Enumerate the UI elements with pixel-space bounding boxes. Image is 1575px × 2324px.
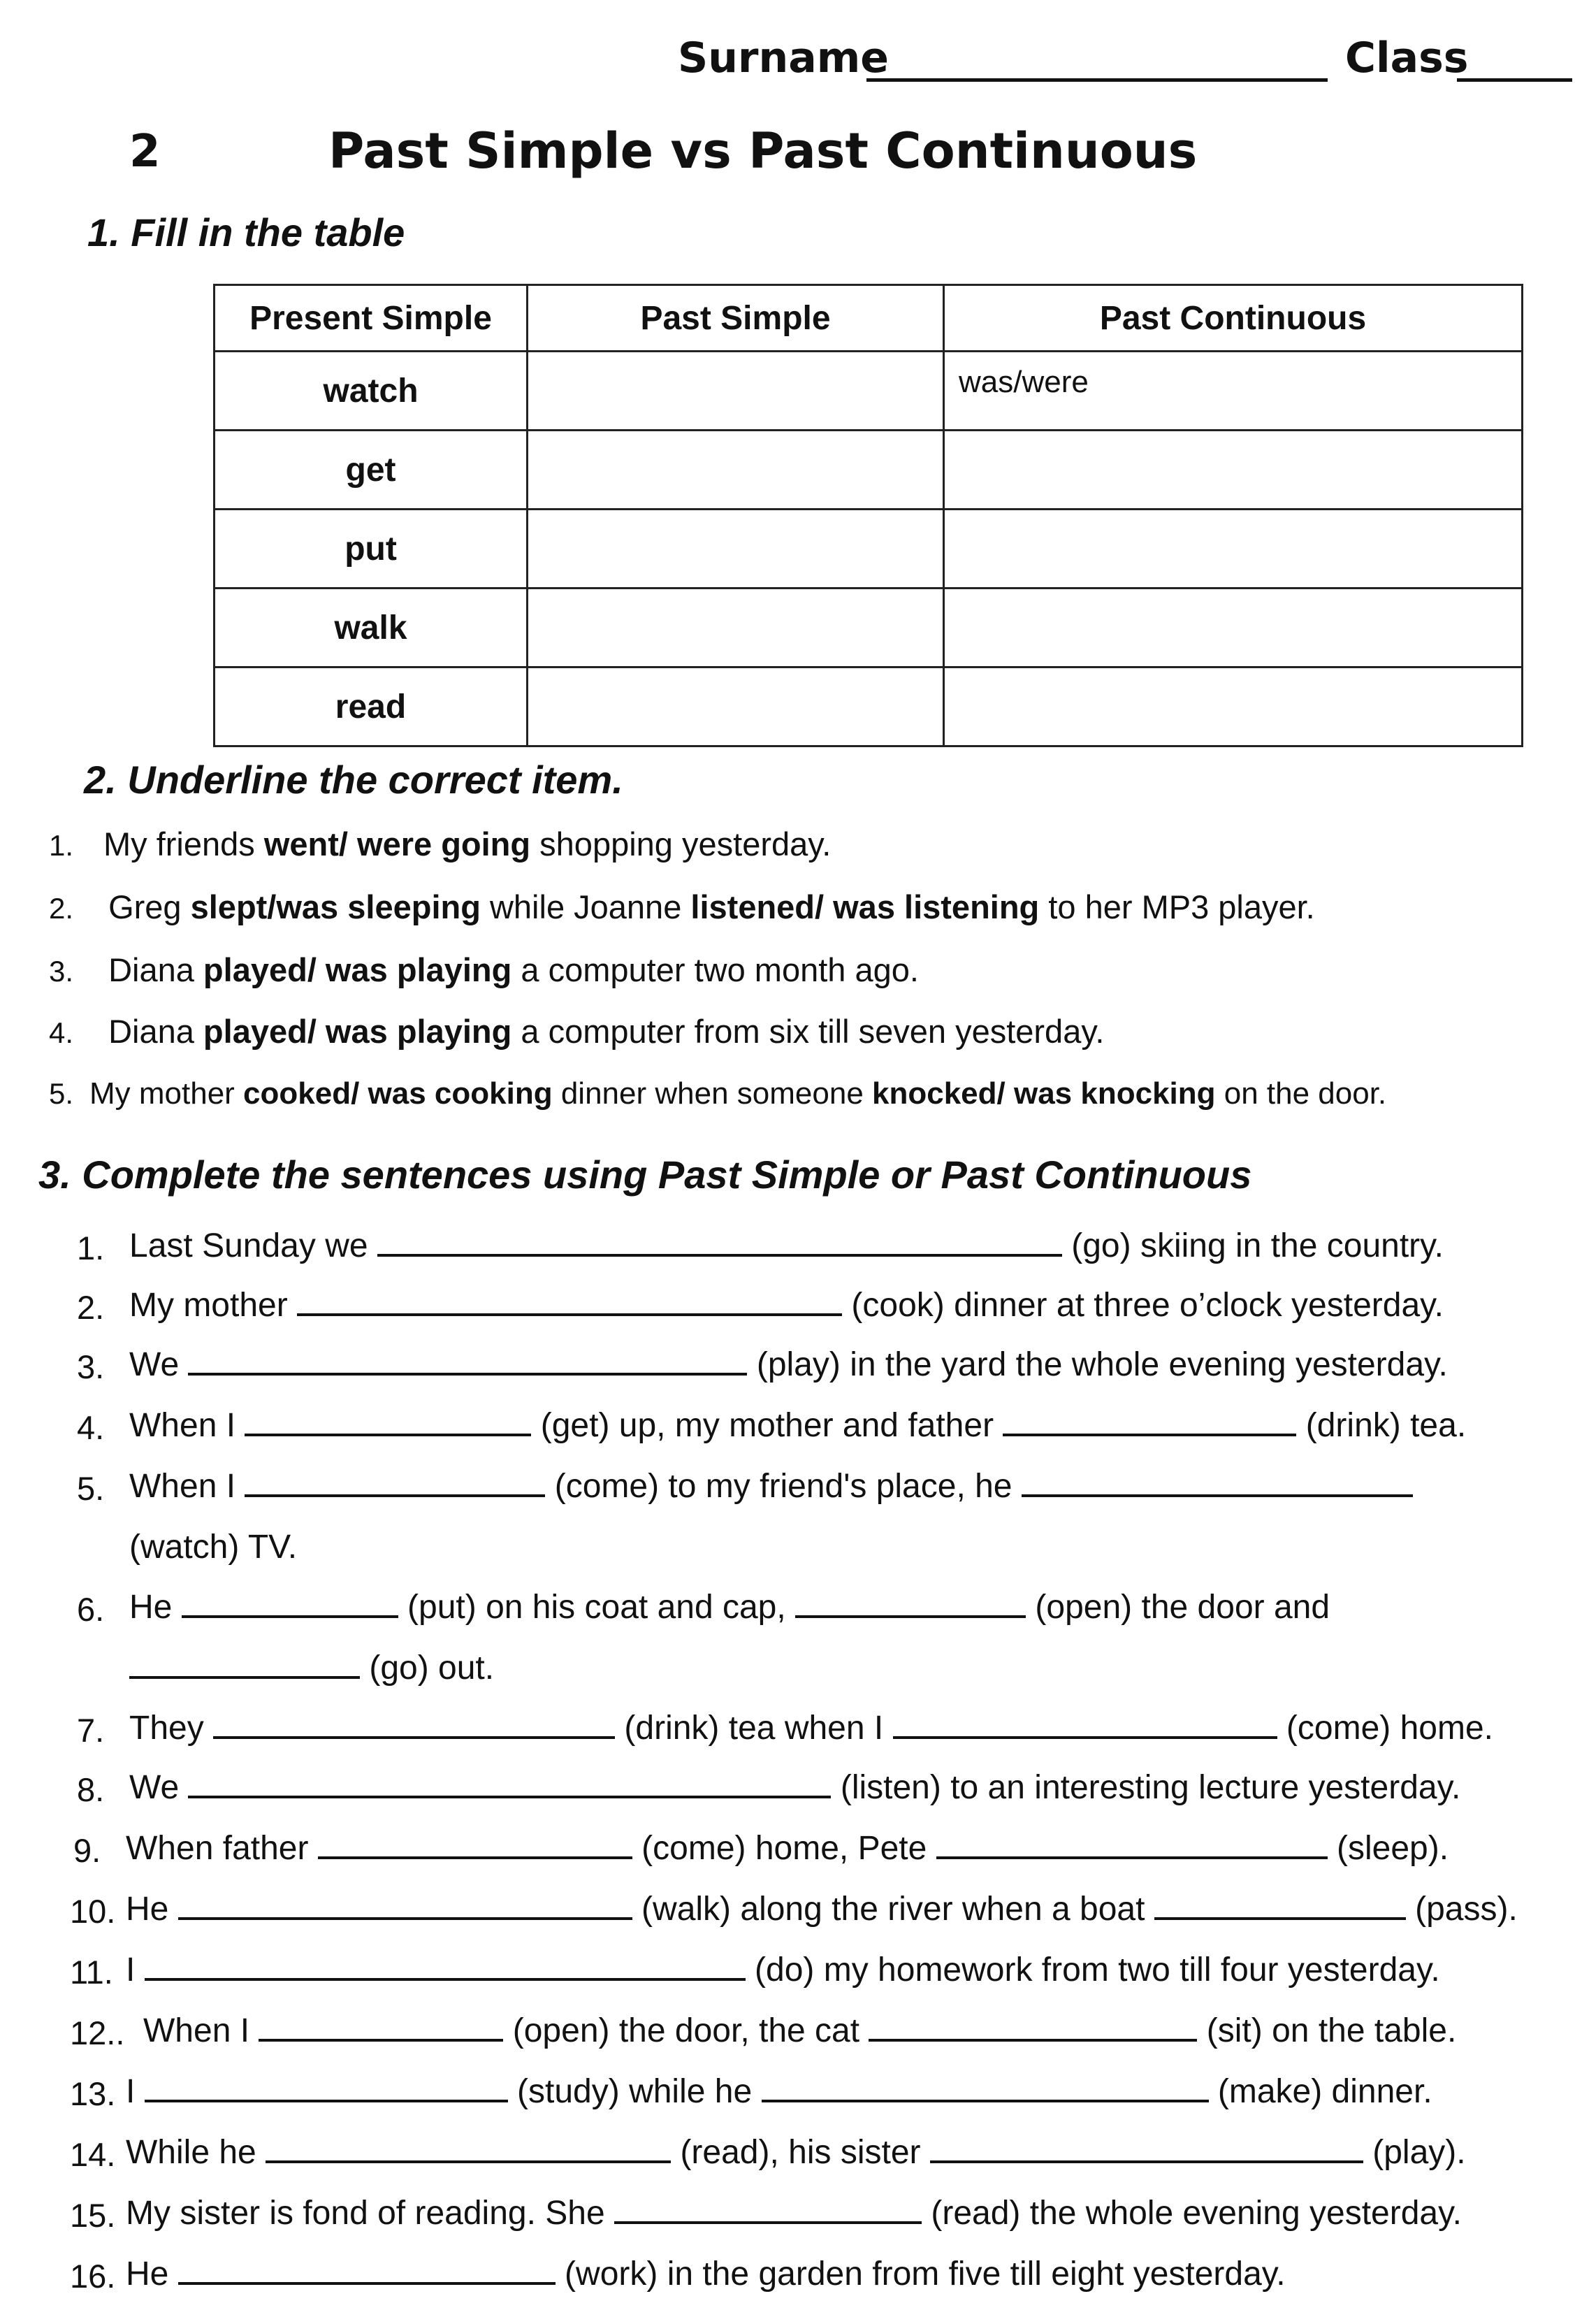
item-text: a computer from six till seven yesterday. [511,1013,1105,1050]
item-text: a computer two month ago. [511,951,919,988]
answer-blank[interactable] [893,1733,1277,1739]
sentence-text: (drink) tea when I [624,1710,884,1747]
answer-blank[interactable] [1022,1492,1413,1497]
item-number: 3. [77,1348,105,1385]
sentence-text: Last Sunday we [129,1227,368,1264]
sentence-text: (read), his sister [680,2134,921,2171]
table-row [215,510,1523,589]
sentence-row [126,1829,1449,1868]
sentence-row [129,1406,1466,1445]
choice-pair[interactable]: played/ was playing [203,1013,512,1050]
sentence-row [143,2012,1456,2050]
column-header: Past Continuous [944,285,1523,352]
item-number: 11. [70,1954,113,1991]
answer-blank[interactable] [869,2036,1197,2042]
choice-pair[interactable]: listened/ was listening [690,888,1040,925]
sentence-row [129,1768,1460,1807]
item-number: 14. [70,2136,116,2173]
exercise2-item [49,1076,1386,1111]
sentence-row [126,1951,1440,1989]
sentence-row [129,1286,1444,1325]
table-row [215,352,1523,431]
sentence-continuation: (watch) TV. [129,1529,298,1566]
answer-blank[interactable] [213,1733,615,1739]
present-simple-cell: get [215,431,528,510]
sentence-row [129,1345,1448,1384]
present-simple-cell: read [215,667,528,746]
answer-blank[interactable] [1154,1914,1406,1920]
item-number: 10. [70,1893,116,1930]
answer-blank[interactable] [762,2097,1209,2102]
item-text: My friends [103,825,264,863]
sentence-text: He [129,1589,173,1626]
past-simple-cell[interactable] [528,352,944,431]
choice-pair[interactable]: played/ was playing [203,951,512,988]
answer-blank[interactable] [297,1311,842,1316]
item-number: 1. [49,829,74,862]
sentence-text: (play) in the yard the whole evening yesterday. [756,1346,1448,1383]
sentence-text: (study) while he [517,2073,753,2110]
item-number: 7. [77,1712,105,1749]
item-text: Diana [108,951,203,988]
answer-blank[interactable] [930,2158,1363,2163]
answer-blank[interactable] [182,1612,398,1618]
sentence-text: (read) the whole evening yesterday. [931,2195,1462,2232]
past-continuous-cell[interactable] [944,667,1523,746]
sentence-text: (play). [1372,2134,1466,2171]
item-number: 5. [49,1077,74,1110]
answer-blank[interactable] [377,1251,1062,1257]
sentence-text: (come) home. [1286,1710,1494,1747]
section1-title: 1. Fill in the table [87,210,405,254]
item-number: 8. [77,1771,105,1808]
sentence-text: (drink) tea. [1305,1407,1467,1444]
answer-blank[interactable] [936,1854,1328,1859]
past-simple-cell[interactable] [528,431,944,510]
answer-blank[interactable] [318,1854,632,1859]
past-continuous-cell[interactable] [944,589,1523,667]
answer-blank[interactable] [129,1673,360,1679]
surname-label: Surname [678,34,889,82]
choice-pair[interactable]: slept/was sleeping [190,888,481,925]
item-number: 9. [73,1832,101,1869]
item-text: on the door. [1215,1076,1387,1111]
column-header: Past Simple [528,285,944,352]
present-simple-cell: watch [215,352,528,431]
item-number: 15. [70,2197,116,2234]
class-label: Class [1345,34,1469,82]
item-number: 12.. [70,2014,125,2051]
item-number: 13. [70,2075,116,2112]
present-simple-cell: put [215,510,528,589]
sentence-row [126,2255,1286,2293]
item-text: while Joanne [480,888,691,925]
exercise2-item [49,951,919,989]
answer-blank[interactable] [259,2036,503,2042]
sentence-row [126,2194,1462,2232]
sentence-text: (work) in the garden from five till eight yesterday. [565,2256,1286,2293]
sentence-row [129,1709,1493,1747]
answer-blank[interactable] [188,1793,831,1798]
past-simple-cell[interactable] [528,667,944,746]
unit-number: 2 [129,126,161,178]
sentence-text: They [129,1710,204,1747]
class-blank[interactable] [1457,78,1572,82]
sentence-text: We [129,1346,180,1383]
answer-blank[interactable] [614,2218,922,2224]
answer-blank[interactable] [1003,1431,1296,1436]
sentence-text: He [126,2256,169,2293]
past-continuous-cell[interactable]: was/were [944,352,1523,431]
sentence-text: I [126,2073,136,2110]
item-number: 16. [70,2258,116,2295]
table-row [215,667,1523,746]
sentence-text: (open) the door, the cat [512,2012,860,2049]
section3-title: 3. Complete the sentences using Past Simple or Past Continuous [38,1153,1252,1197]
item-number: 4. [77,1409,105,1446]
sentence-text: (go) out. [369,1650,495,1687]
sentence-text: (come) to my friend's place, he [554,1468,1013,1505]
item-text: shopping yesterday. [530,825,832,863]
sentence-text: My sister is fond of reading. She [126,2195,605,2232]
item-text: Greg [108,888,191,925]
sentence-text: When I [143,2012,250,2049]
sentence-text: While he [126,2134,256,2171]
item-text: Diana [108,1013,203,1050]
item-text: to her MP3 player. [1039,888,1315,925]
sentence-text: When I [129,1468,236,1505]
past-simple-cell[interactable] [528,589,944,667]
present-simple-cell: walk [215,589,528,667]
answer-blank[interactable] [795,1612,1026,1618]
sentence-text: (listen) to an interesting lecture yesterday. [840,1769,1461,1806]
past-simple-cell[interactable] [528,510,944,589]
verb-table [213,284,1523,747]
sentence-text: (sleep). [1337,1830,1449,1867]
sentence-text: (go) skiing in the country. [1071,1227,1444,1264]
answer-blank[interactable] [245,1492,545,1497]
item-number: 5. [77,1470,105,1507]
sentence-text: When father [126,1830,309,1867]
sentence-text: (sit) on the table. [1206,2012,1457,2049]
answer-blank[interactable] [178,2279,556,2285]
sentence-text: (do) my homework from two till four yesterday. [755,1951,1440,1989]
sentence-text: (cook) dinner at three o’clock yesterday. [851,1287,1444,1324]
sentence-row [126,2072,1432,2111]
sentence-continuation [129,1649,494,1687]
sentence-row [129,1467,1413,1506]
past-continuous-cell[interactable] [944,510,1523,589]
sentence-text: (open) the door and [1035,1589,1330,1626]
answer-blank[interactable] [178,1914,632,1920]
sentence-text: (walk) along the river when a boat [641,1891,1145,1928]
sentence-row [126,1890,1518,1928]
item-number: 3. [49,955,74,988]
section2-title: 2. Underline the correct item. [84,758,623,802]
item-number: 6. [77,1591,105,1628]
sentence-text: I [126,1951,136,1989]
answer-blank[interactable] [245,1431,531,1436]
sentence-text: (put) on his coat and cap, [407,1589,786,1626]
sentence-row [129,1588,1330,1626]
table-row [215,589,1523,667]
sentence-text: (get) up, my mother and father [540,1407,994,1444]
sentence-row [129,1227,1444,1265]
sentence-text: My mother [129,1287,288,1324]
exercise2-item [49,1012,1104,1051]
item-text: My mother [89,1076,244,1111]
column-header: Present Simple [215,285,528,352]
sentence-row [126,2133,1466,2172]
item-number: 2. [77,1289,105,1326]
choice-pair[interactable]: went/ were going [263,825,531,863]
past-continuous-cell[interactable] [944,431,1523,510]
answer-blank[interactable] [145,1975,746,1981]
exercise2-item [49,888,1315,926]
answer-blank[interactable] [188,1370,747,1376]
sentence-text: We [129,1769,180,1806]
item-number: 4. [49,1016,74,1049]
answer-blank[interactable] [266,2158,671,2163]
item-number: 2. [49,892,74,925]
answer-blank[interactable] [145,2097,508,2102]
table-header-row [215,285,1523,352]
surname-blank[interactable] [866,78,1328,82]
sentence-text: He [126,1891,169,1928]
table-row [215,431,1523,510]
item-text: dinner when someone [552,1076,873,1111]
sentence-text: (make) dinner. [1217,2073,1432,2110]
choice-pair[interactable]: knocked/ was knocking [872,1076,1216,1111]
item-number: 1. [77,1229,105,1266]
page-title: Past Simple vs Past Continuous [328,122,1198,180]
choice-pair[interactable]: cooked/ was cooking [243,1076,553,1111]
sentence-text: (pass). [1415,1891,1518,1928]
exercise2-item [49,825,831,863]
sentence-text: (come) home, Pete [641,1830,927,1867]
sentence-text: When I [129,1407,236,1444]
